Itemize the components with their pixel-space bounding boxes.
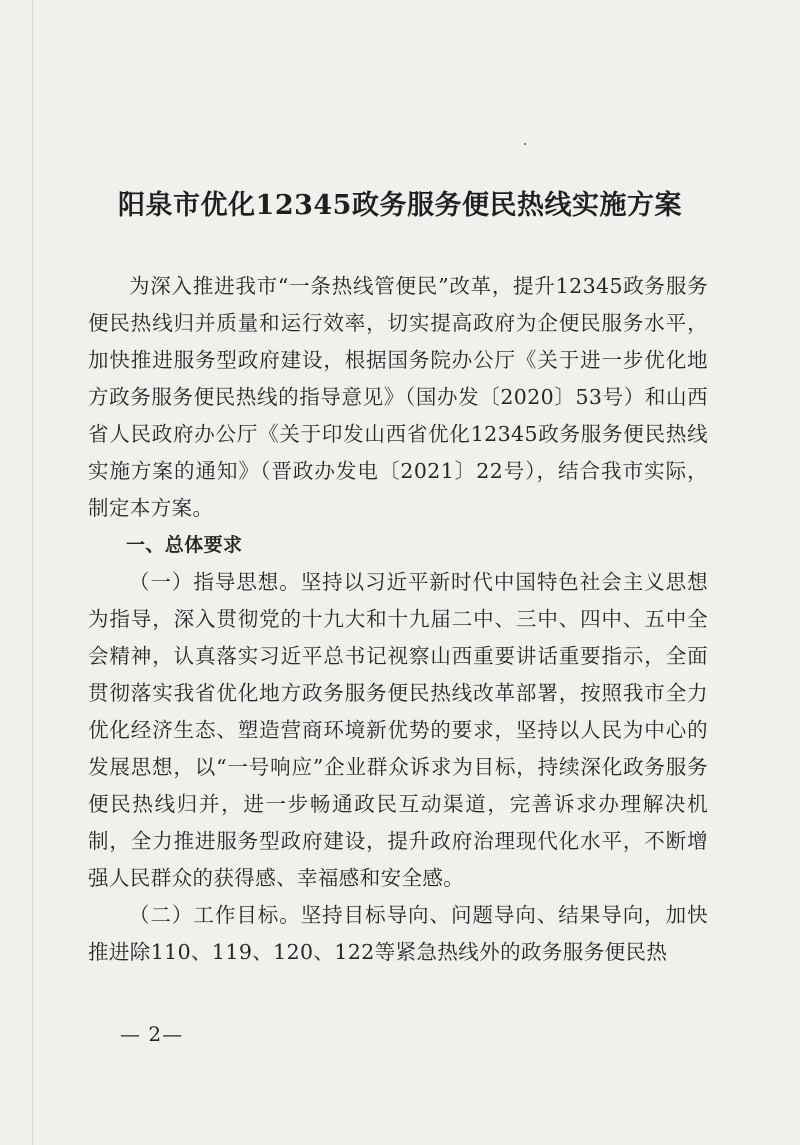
work-goals-paragraph: （二）工作目标。坚持目标导向、问题导向、结果导向，加快推进除110、119、120、122等紧急热线外的政务服务便民热: [88, 903, 708, 964]
scan-speck: [524, 143, 526, 145]
page-number: — 2—: [120, 1022, 184, 1046]
section-heading-general-requirements: 一、总体要求: [126, 534, 243, 556]
document-title: 阳泉市优化12345政务服务便民热线实施方案: [118, 190, 682, 221]
intro-paragraph: 为深入推进我市“一条热线管便民”改革，提升12345政务服务便民热线归并质量和运行效率，切实提高政府为企便民服务水平，加快推进服务型政府建设，根据国务院办公厅《关于进一步优化地方政务服务便民热线的指导意见》（国办发〔2020〕53号）和山西省人民政府办公厅《关于印发山西省优化12345政务服务便民热线实施方案的通知》（晋政办发电〔2021〕22号），结合我市实际，制定本方案。: [88, 274, 708, 520]
scan-edge-line: [32, 0, 33, 1145]
document-body: [88, 268, 708, 971]
guiding-ideology-paragraph: （一）指导思想。坚持以习近平新时代中国特色社会主义思想为指导，深入贯彻党的十九大和十九届二中、三中、四中、五中全会精神，认真落实习近平总书记视察山西重要讲话重要指示，全面贯彻落实我省优化地方政务服务便民热线改革部署，按照我市全力优化经济生态、塑造营商环境新优势的要求，坚持以人民为中心的发展思想，以“一号响应”企业群众诉求为目标，持续深化政务服务便民热线归并，进一步畅通政民互动渠道，完善诉求办理解决机制，全力推进服务型政府建设，提升政府治理现代化水平，不断增强人民群众的获得感、幸福感和安全感。: [88, 570, 708, 890]
